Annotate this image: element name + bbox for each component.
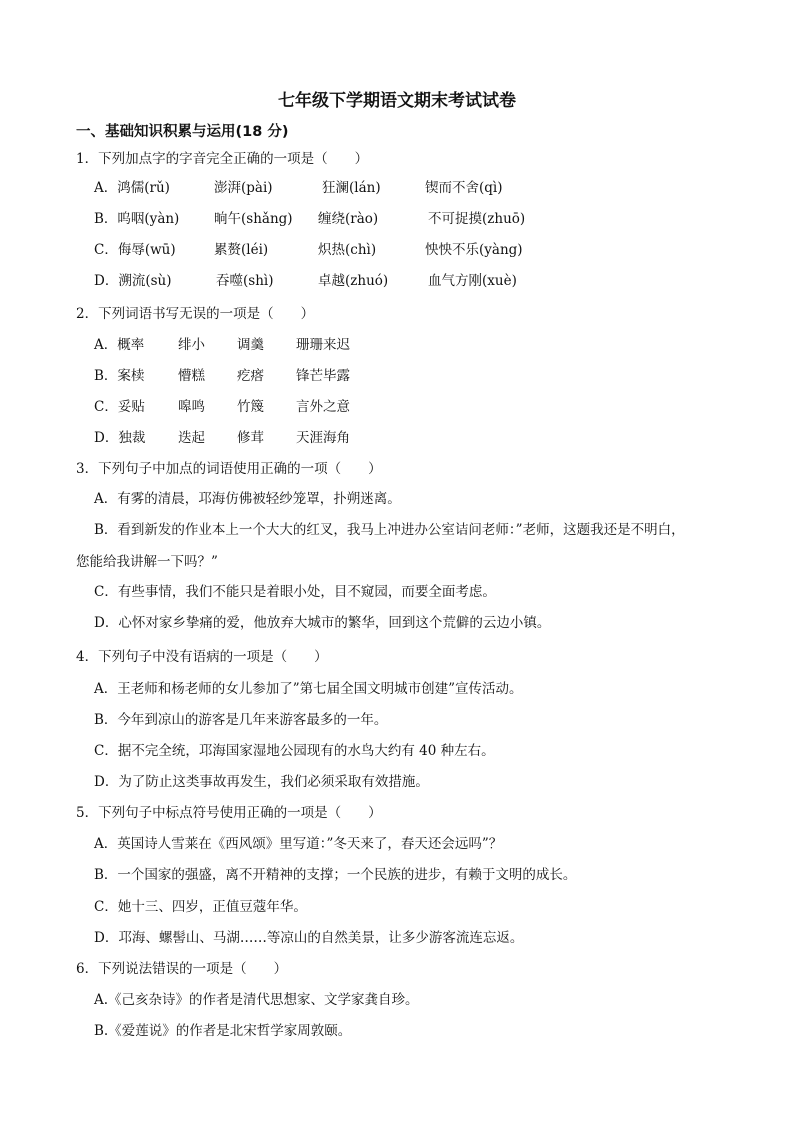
q1-option-c-word3: 炽热(chì) (318, 242, 377, 258)
q2-option-d-word2: 迭起 (178, 430, 205, 446)
q3-option-b-continued: 您能给我讲解一下吗？” (76, 554, 218, 570)
q1-option-a-word3: 狂澜(lán) (322, 180, 381, 196)
q1-option-d-word3: 卓越(zhuó) (318, 273, 389, 289)
q2-option-c: C．妥贴 (94, 399, 145, 415)
q2-option-a-word2: 绯小 (178, 337, 205, 353)
question-5-stem: 5．下列句子中标点符号使用正确的一项是（ ） (76, 805, 382, 821)
q1-option-b: B．呜咽(yàn) (94, 211, 180, 227)
q2-option-d: D．独裁 (94, 430, 146, 446)
section-heading: 一、基础知识积累与运用(18 分) (76, 124, 289, 140)
q6-option-b: B.《爱莲说》的作者是北宋哲学家周敦颐。 (94, 1023, 352, 1039)
q2-option-b-word3: 疙瘩 (237, 368, 264, 384)
q4-option-b: B．今年到凉山的游客是几年来游客最多的一年。 (94, 712, 388, 728)
question-6-stem: 6．下列说法错误的一项是（ ） (76, 961, 288, 977)
q2-option-b: B．案椟 (94, 368, 145, 384)
q2-option-a-word4: 珊珊来迟 (296, 337, 350, 353)
q1-option-d-word4: 血气方刚(xuè) (428, 273, 517, 289)
q5-option-a: A．英国诗人雪莱在《西风颂》里写道：”冬天来了，春天还会远吗”？ (94, 836, 503, 852)
q4-option-c: C．据不完全统，邛海国家湿地公园现有的水鸟大约有 40 种左右。 (94, 743, 495, 759)
q1-option-a-word2: 澎湃(pài) (214, 180, 273, 196)
q1-option-d-word2: 吞噬(shì) (216, 273, 274, 289)
q1-option-b-word2: 晌午(shǎng) (214, 211, 293, 227)
question-1-stem: 1．下列加点字的字音完全正确的一项是（ ） (76, 151, 369, 167)
q3-option-a: A．有雾的清晨，邛海仿佛被轻纱笼罩，扑朔迷离。 (94, 491, 401, 507)
q1-option-d: D．溯流(sù) (94, 273, 172, 289)
q2-option-c-word2: 嗥鸣 (178, 399, 205, 415)
q3-option-b: B．看到新发的作业本上一个大大的红叉，我马上冲进办公室诘问老师：”老师，这题我还是不明白， (94, 522, 685, 538)
q2-option-b-word2: 懵糕 (178, 368, 205, 384)
question-2-stem: 2．下列词语书写无误的一项是（ ） (76, 306, 315, 322)
question-3-stem: 3．下列句子中加点的词语使用正确的一项（ ） (76, 461, 382, 477)
q3-option-c: C．有些事情，我们不能只是着眼小处，目不窥园，而要全面考虑。 (94, 584, 496, 600)
q2-option-d-word3: 修茸 (237, 430, 264, 446)
q1-option-a-word4: 锲而不舍(qì) (425, 180, 503, 196)
q1-option-b-word4: 不可捉摸(zhuō) (428, 211, 526, 227)
q5-option-d: D．邛海、螺髻山、马湖……等凉山的自然美景，让多少游客流连忘返。 (94, 930, 524, 946)
q1-option-c-word2: 累赘(léi) (214, 242, 269, 258)
q2-option-b-word4: 锋芒毕露 (296, 368, 350, 384)
q5-option-c: C．她十三、四岁，正值豆蔻年华。 (94, 899, 307, 915)
q3-option-d: D．心怀对家乡挚痛的爱，他放弃大城市的繁华，回到这个荒僻的云边小镇。 (94, 615, 551, 631)
q2-option-c-word3: 竹篾 (237, 399, 264, 415)
q2-option-a: A．概率 (94, 337, 145, 353)
q4-option-a: A．王老师和杨老师的女儿参加了”第七届全国文明城市创建”宣传活动。 (94, 681, 523, 697)
q1-option-b-word3: 缠绕(rào) (318, 211, 379, 227)
q2-option-d-word4: 天涯海角 (296, 430, 350, 446)
q4-option-d: D．为了防止这类事故再发生，我们必须采取有效措施。 (94, 774, 429, 790)
q6-option-a: A.《己亥杂诗》的作者是清代思想家、文学家龚自珍。 (94, 992, 419, 1008)
q1-option-c: C．侮辱(wū) (94, 242, 176, 258)
q1-option-a: A．鸿儒(rǔ) (94, 180, 170, 196)
q2-option-c-word4: 言外之意 (296, 399, 350, 415)
page-title: 七年级下学期语文期末考试试卷 (278, 91, 516, 111)
q1-option-c-word4: 怏怏不乐(yàng) (425, 242, 523, 258)
question-4-stem: 4．下列句子中没有语病的一项是（ ） (76, 649, 328, 665)
q2-option-a-word3: 调羹 (237, 337, 264, 353)
q5-option-b: B．一个国家的强盛，离不开精神的支撑；一个民族的进步，有赖于文明的成长。 (94, 867, 577, 883)
